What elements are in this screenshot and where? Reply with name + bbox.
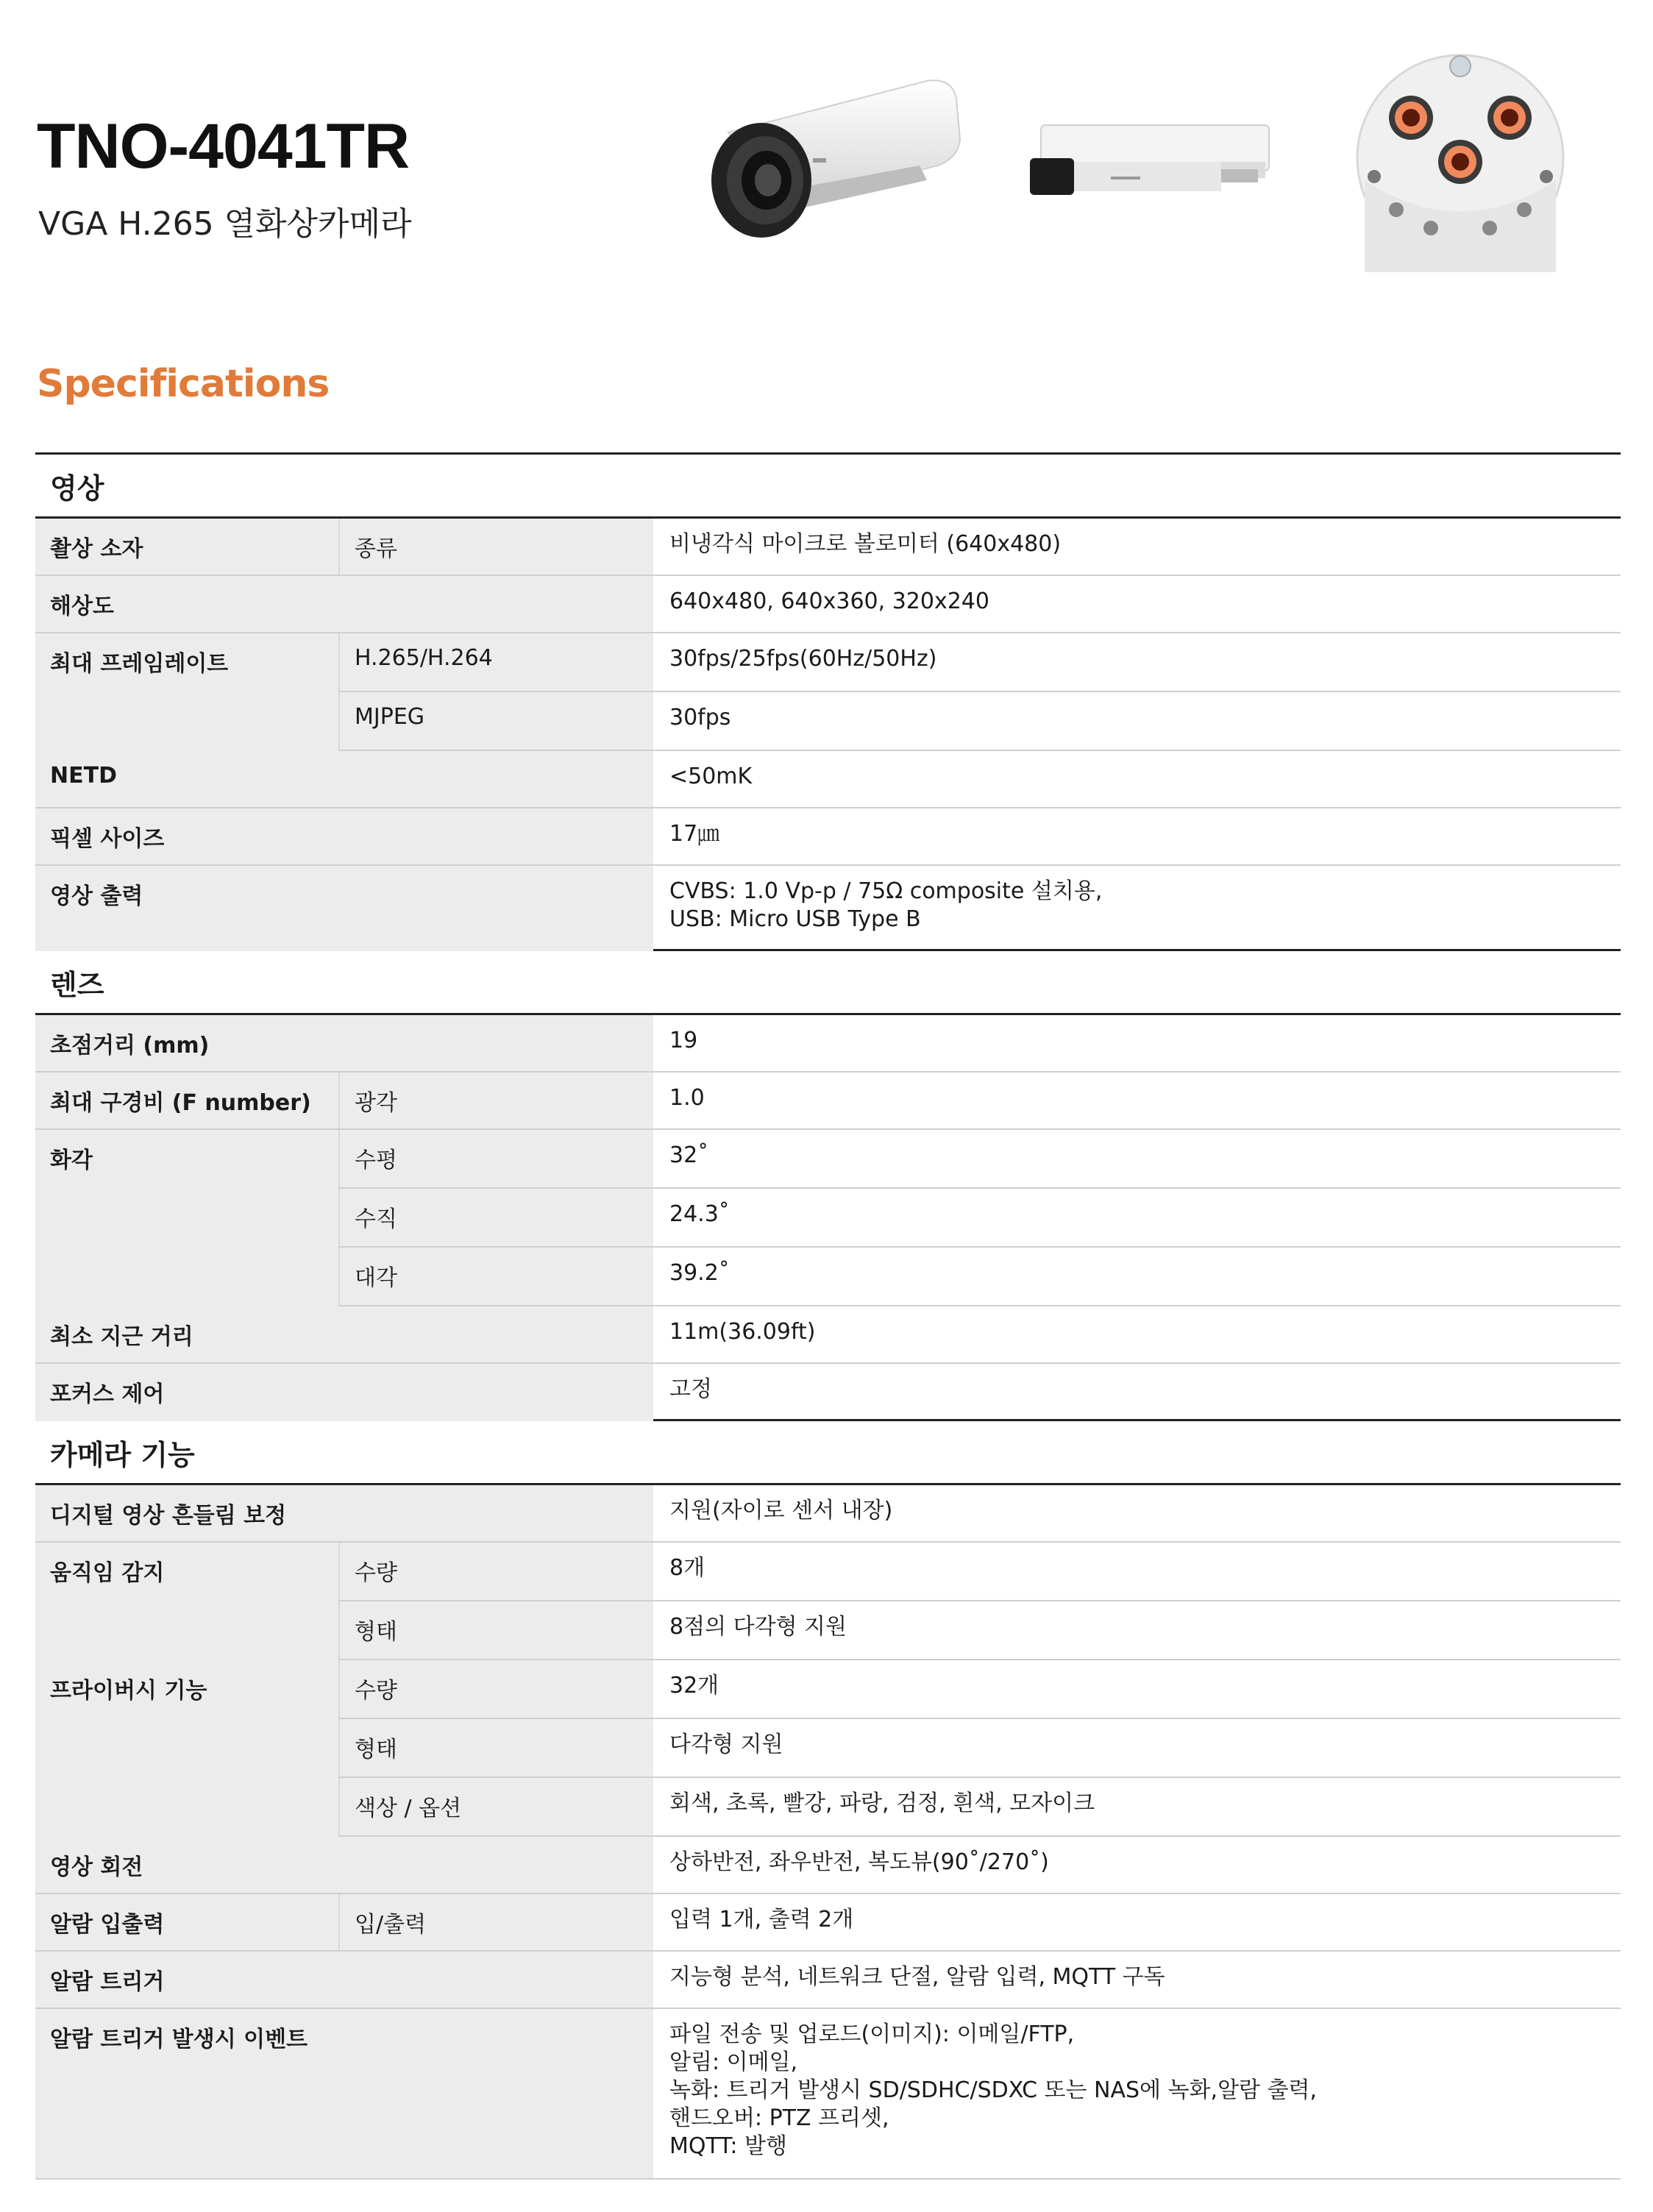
row-value: 32˚ xyxy=(669,1142,709,1168)
row-value xyxy=(653,866,1621,951)
row-value: 11m(36.09ft) xyxy=(669,1319,816,1345)
row-value: 다각형 지원 xyxy=(669,1732,783,1757)
row-value: 8점의 다각형 지원 xyxy=(669,1614,847,1640)
value-line: MQTT: 발행 xyxy=(669,2133,787,2159)
row-label: 화각 xyxy=(35,1130,338,1306)
row-label: 해상도 xyxy=(35,576,653,632)
row-label: 촬상 소자 xyxy=(35,519,338,575)
value-line: 녹화: 트리거 발생시 SD/SDHC/SDXC 또는 NAS에 녹화,알람 출력, xyxy=(669,2077,1318,2103)
row-sublabel: 형태 xyxy=(338,1601,653,1659)
product-subtitle: VGA H.265 열화상카메라 xyxy=(38,205,412,243)
row-label: 움직임 감지 xyxy=(35,1543,338,1660)
row-label: 알람 입출력 xyxy=(35,1894,338,1950)
row-value: 비냉각식 마이크로 볼로미터 (640x480) xyxy=(669,531,1062,557)
table-row xyxy=(35,1894,1621,1952)
table-row xyxy=(35,1485,1621,1543)
row-label: 픽셀 사이즈 xyxy=(35,808,653,864)
row-value: 입력 1개, 출력 2개 xyxy=(669,1907,854,1932)
row-sublabel: 색상 / 옵션 xyxy=(338,1778,653,1835)
row-value: 지능형 분석, 네트워크 단절, 알람 입력, MQTT 구독 xyxy=(669,1964,1165,1990)
row-label: 알람 트리거 xyxy=(35,1952,653,2007)
row-sublabel: H.265/H.264 xyxy=(338,633,653,691)
section-camera-function: 카메라 기능 xyxy=(35,1419,1621,1485)
camera-photo-back xyxy=(1354,51,1567,272)
table-row xyxy=(35,1015,1621,1073)
row-label: 최대 구경비 (F number) xyxy=(35,1073,338,1128)
section-video: 영상 xyxy=(35,452,1621,519)
table-row xyxy=(35,2009,1621,2180)
value-line: 알림: 이메일, xyxy=(669,2049,798,2075)
row-sublabel: MJPEG xyxy=(338,692,653,750)
table-row xyxy=(35,1364,1621,1421)
row-label: 초점거리 (mm) xyxy=(35,1015,653,1071)
row-label: 영상 회전 xyxy=(35,1837,653,1893)
spec-table xyxy=(35,452,1621,2180)
table-row xyxy=(35,751,1621,808)
row-label: 최대 프레임레이트 xyxy=(35,633,338,751)
row-value: <50mK xyxy=(669,764,753,789)
table-row xyxy=(35,1837,1621,1894)
value-line: USB: Micro USB Type B xyxy=(669,906,921,932)
specifications-heading: Specifications xyxy=(37,362,330,406)
row-label: 최소 지근 거리 xyxy=(35,1306,653,1362)
row-value: 19 xyxy=(669,1028,698,1053)
table-row xyxy=(35,1073,1621,1130)
row-sublabel: 광각 xyxy=(338,1073,653,1128)
row-label: 프라이버시 기능 xyxy=(35,1660,338,1837)
row-value: 32개 xyxy=(669,1673,719,1699)
row-label: 디지털 영상 흔들림 보정 xyxy=(35,1485,653,1541)
row-label: 영상 출력 xyxy=(35,866,653,951)
row-value: 30fps/25fps(60Hz/50Hz) xyxy=(669,646,937,672)
table-row xyxy=(35,808,1621,866)
row-sublabel: 수평 xyxy=(338,1130,653,1187)
table-row xyxy=(35,1130,1621,1306)
row-sublabel: 대각 xyxy=(338,1248,653,1305)
row-value: 39.2˚ xyxy=(669,1260,730,1286)
row-sublabel: 수직 xyxy=(338,1189,653,1246)
row-value: 8개 xyxy=(669,1555,705,1581)
table-row xyxy=(35,1952,1621,2009)
row-value: 고정 xyxy=(669,1376,712,1402)
table-row xyxy=(35,1306,1621,1364)
camera-photo-front xyxy=(684,70,964,246)
row-sublabel: 수량 xyxy=(338,1660,653,1718)
value-line: 핸드오버: PTZ 프리셋, xyxy=(669,2105,889,2131)
row-sublabel: 수량 xyxy=(338,1543,653,1600)
row-value: 24.3˚ xyxy=(669,1201,730,1227)
product-model: TNO-4041TR xyxy=(37,111,410,182)
row-value: 1.0 xyxy=(669,1085,705,1111)
row-sublabel: 입/출력 xyxy=(338,1894,653,1950)
value-line: 파일 전송 및 업로드(이미지): 이메일/FTP, xyxy=(669,2021,1075,2047)
row-label: 알람 트리거 발생시 이벤트 xyxy=(35,2009,653,2178)
row-value: 17㎛ xyxy=(669,821,720,847)
section-lens: 렌즈 xyxy=(35,949,1621,1015)
table-row xyxy=(35,576,1621,633)
table-row xyxy=(35,1543,1621,1660)
table-row xyxy=(35,519,1621,576)
table-row xyxy=(35,1660,1621,1837)
value-line: CVBS: 1.0 Vp-p / 75Ω composite 설치용, xyxy=(669,878,1103,904)
row-value: 지원(자이로 센서 내장) xyxy=(669,1498,893,1523)
row-value: 30fps xyxy=(669,705,731,730)
camera-photo-side xyxy=(1023,118,1273,202)
row-value: 640x480, 640x360, 320x240 xyxy=(669,588,989,614)
row-label: 포커스 제어 xyxy=(35,1364,653,1421)
row-sublabel: 형태 xyxy=(338,1719,653,1777)
row-value: 상하반전, 좌우반전, 복도뷰(90˚/270˚) xyxy=(669,1849,1049,1875)
table-row xyxy=(35,633,1621,751)
row-label: NETD xyxy=(35,751,653,807)
row-sublabel: 종류 xyxy=(338,519,653,575)
row-value xyxy=(653,2009,1621,2178)
row-value: 회색, 초록, 빨강, 파랑, 검정, 흰색, 모자이크 xyxy=(669,1790,1095,1816)
table-row xyxy=(35,866,1621,951)
